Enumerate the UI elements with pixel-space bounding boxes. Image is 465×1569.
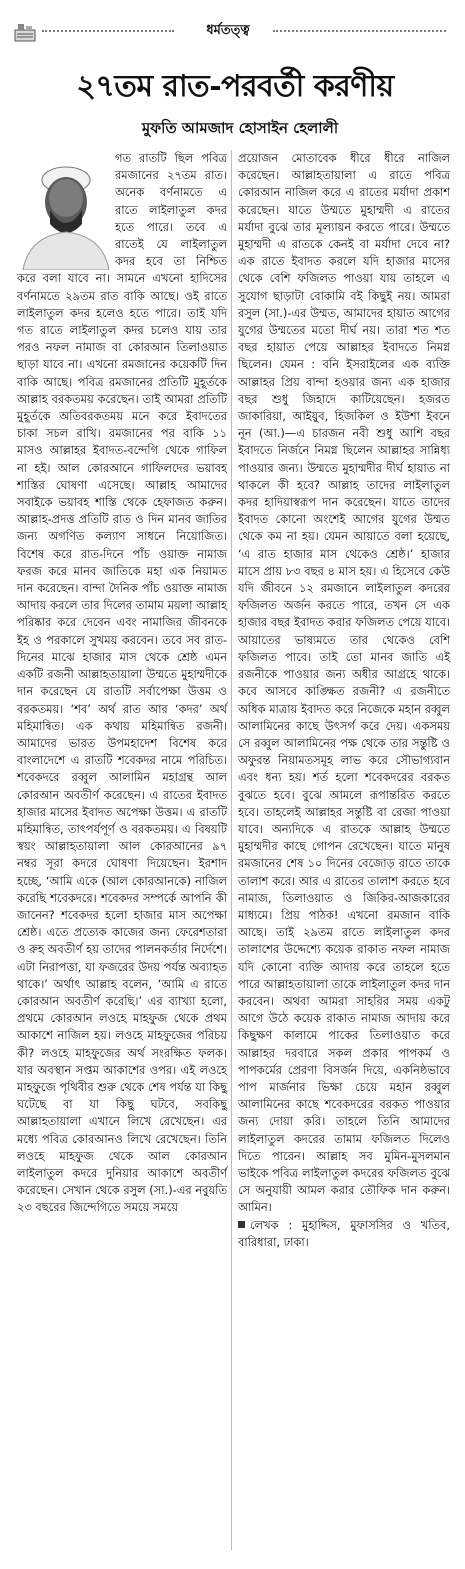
article-body-right: প্রয়োজন মোতাবেক ধীরে ধীরে নাজিল করেছেন। আল্লাহতায়ালা এ রাতে পবিত্র কোরআন নাজিল করে এ রাতের মর্যাদা প্রকাশ করেছেন। যাতে উম্মতে মুহাম্মদী এ রাতের মর্যাদা বুঝে তার মূল্যায়ন করতে পারে। উম্মতে মুহাম্মদী এ রাতকে কেনই বা মর্যাদা দেবে না? এক রাতে ইবাদত করলে যদি হাজার মাসের থেকে বেশি ফজিলত পাওয়া যায় তাহলে এ সুযোগ ছাড়াটা বোকামি বই কিছুই নয়। আমরা রসুল (সা.)-এর উম্মত, আমাদের হায়াত আগের যুগের উম্মতের মতো দীর্ঘ নয়। তারা শত শত বছর হায়াত পেয়ে আল্লাহর ইবাদতে নিমগ্ন ছিলেন। যেমন : বনি ইসরাইলের এক ব্যক্তি আল্লাহর প্রিয় বান্দা হওয়ার জন্য এক হাজার বছর শুধু জিহাদে কাটিয়েছেন। হজরত জাকারিয়া, আইয়ুব, হিজকিল ও ইউশা ইবনে নূন (আ.)—এ চারজন নবী শুধু আশি বছর ইবাদতে নির্জনে নিমগ্ন ছিলেন আল্লাহর সান্নিধ্য পাওয়ার জন্য। উম্মতে মুহাম্মদীর দীর্ঘ হায়াত না থাকলে কী হবে? আল্লাহ তাদের লাইলাতুল কদর হাদিয়াস্বরূপ দান করেছেন। যাতে তাদের ইবাদত কোনো অংশেই আগের যুগের উম্মত থেকে কম না হয়। যেমন আয়াতে বলা হয়েছে, ‘এ রাত হাজার মাস থেকেও শ্রেষ্ঠ।’ হাজার মাসে প্রায় ৮৩ বছর ৪ মাস হয়। এ হিসেবে কেউ যদি জীবনে ১২ রমজানে লাইলাতুল কদরের ফজিলত অর্জন করতে পারে, তখন সে এক হাজার বছর ইবাদত করার ফজিলত পেয়ে যাবে। আয়াতের ভাষ্যমতে তার থেকেও বেশি ফজিলত পাবে। তাই তো মানব জাতি এই রজনীকে পাওয়ার জন্য অধীর আগ্রহে থাকে। কবে আসবে কাঙ্ক্ষিত রজনী? এ রজনীতে অধিক মাত্রায় ইবাদত করে নিজেকে মহান রব্বুল আলামিনের কাছে উৎসর্গ করে দেয়। একসময় সে রব্বুল আলামিনের পক্ষ থেকে তার সন্তুষ্টি ও অফুরন্ত নিয়ামতসমূহ লাভ করে সৌভাগ্যবান এবং ধন্য হয়। শর্ত হলো শবেকদরের বরকত বুঝতে হবে। বুঝে আমলে রূপান্তরিত করতে হবে। তাহলেই আল্লাহর সন্তুষ্টি বা রেজা পাওয়া যাবে। অন্যদিকে এ রাতকে আল্লাহ উম্মতে মুহাম্মদীর কাছে গোপন রেখেছেন। যাতে মানুষ রমজানের শেষ ১০ দিনের বেজোড় রাতে তাকে তালাশ করে। আর এ রাতের তালাশ করতে হবে নামাজ, তিলাওয়াত ও জিকির-আজকারের মাধ্যমে। প্রিয় পাঠক! এখনো রমজান বাকি আছে। তাই ২৯তম রাতে লাইলাতুল কদর তালাশের উদ্দেশ্যে কয়েক রাকাত নফল নামাজ যদি কোনো ব্যক্তি আদায় করে তাহলে হতে পারে আল্লাহতায়ালা তাকে লাইলাতুল কদর দান করবেন। অথবা আমরা সাহরির সময় একটু আগে উঠে কয়েক রাকাত নামাজ আদায় করে কিছুক্ষণ কালামে পাকের তিলাওয়াত করে আল্লাহর দরবারে সকল প্রকার পাপকর্ম ও পাপকর্মের প্রেরণা বিসর্জন দিয়ে, একনিষ্ঠভাবে পাপ মার্জনার ভিক্ষা চেয়ে মহান রব্বুল আলামিনের কাছে শবেকদরের বরকত পাওয়ার জন্য দোয়া করি। তাহলে তিনি আমাদের লাইলাতুল কদরের তামাম ফজিলত দিলেও দিতে পারেন। আল্লাহ সব মুমিন-মুসলমান ভাইকে পবিত্র লাইলাতুল কদরের ফজিলত বুঝে সে অনুযায়ী আমল করার তৌফিক দান করুন। আমিন। (238, 151, 450, 1215)
square-bullet-icon (238, 1221, 245, 1228)
newspaper-logo-icon (14, 20, 36, 42)
section-label: ধর্মতত্ত্ব (206, 23, 250, 38)
article-body-left: গত রাতটি ছিল পবিত্র রমজানের ২৭তম রাত। অনেক বর্ণনামতে এ রাতে লাইলাতুল কদর হতে পারে। তবে এ রাতেই যে লাইলাতুল কদর হবে তা নিশ্চিত করে বলা যাবে না। সামনে এখনো হাদিসের বর্ণনামতে ২৯তম রাত বাকি আছে। ওই রাতে লাইলাতুল কদর হলেও হতে পারে। তাই যদি গত রাতে লাইলাতুল কদর চলেও যায় তার পরও নফল নামাজ বা কোরআন তিলাওয়াত ছাড়া যাবে না। এখনো রমজানের কয়েকটি দিন বাকি আছে। পবিত্র রমজানের প্রতিটি মুহূর্তকে আল্লাহ বরকতময় করেছেন। তাই আমরা প্রতিটি মুহূর্তকে অতিবরকতময় মনে করে ইবাদতের চাকা সচল রাখি। রমজানের পর বাকি ১১ মাসও আল্লাহর ইবাদত-বন্দেগি থেকে গাফিল না হই। আল কোরআনে গাফিলদের ভয়াবহ শাস্তির ঘোষণা এসেছে। আল্লাহ আমাদের সবাইকে ভয়াবহ শাস্তি থেকে হেফাজত করুন। আল্লাহ-প্রদত্ত প্রতিটি রাত ও দিন মানব জাতির জন্য অগণিত কল্যাণ সাধনে নিয়োজিত। বিশেষ করে রাত-দিনে পাঁচ ওয়াক্ত নামাজ ফরজ করে মানব জাতিকে মহা এক নিয়ামত দান করেছেন। বান্দা দৈনিক পাঁচ ওয়াক্ত নামাজ আদায় করলে তার দিলের তামাম ময়লা আল্লাহ পরিষ্কার করে দেবেন এবং নামাজির জীবনকে ইহ ও পরকালে সুখময় করবেন। তবে সব রাত-দিনের মাঝে হাজার মাস থেকে শ্রেষ্ঠ এমন একটি রজনী আল্লাহতায়ালা উম্মতে মুহাম্মদীকে দান করেছেন যে রাতটি সর্বাপেক্ষা উত্তম ও বরকতময়। ‘শব’ অর্থ রাত আর ‘কদর’ অর্থ মহিমান্বিত। এক কথায় মহিমান্বিত রজনী। আমাদের ভারত উপমহাদেশ বিশেষ করে বাংলাদেশে এ রাতটি শবেকদর নামে পরিচিত। শবেকদরে রব্বুল আলামিন মহাগ্রন্থ আল কোরআন অবতীর্ণ করেছেন। এ রাতের ইবাদত হাজার মাসের ইবাদত অপেক্ষা উত্তম। এ রাতটি মহিমান্বিত, তাৎপর্যপূর্ণ ও বরকতময়। এ বিষয়টি স্বয়ং আল্লাহতায়ালা আল কোরআনের ৯৭ নম্বর সূরা কদরে ঘোষণা দিয়েছেন। ইরশাদ হচ্ছে, ‘আমি একে (আল কোরআনকে) নাজিল করেছি শবেকদরে। শবেকদর সম্পর্কে আপনি কী জানেন? শবেকদর হলো হাজার মাস অপেক্ষা শ্রেষ্ঠ। এতে প্রত্যেক কাজের জন্য ফেরেশতারা ও রুহ অবতীর্ণ হয় তাদের পালনকর্তার নির্দেশে। এটা নিরাপত্তা, যা ফজরের উদয় পর্যন্ত অব্যাহত থাকে।’ অর্থাৎ আল্লাহ বলেন, ‘আমি এ রাতে কোরআন অবতীর্ণ করেছি।’ এর ব্যাখ্যা হলো, প্রথমে কোরআন লওহে মাহফুজ থেকে প্রথম আকাশে নাজিল হয়। লওহে মাহফুজের পরিচয় কী? লওহে মাহফুজের অর্থ সংরক্ষিত ফলক। যার অবস্থান সপ্তম আকাশের ওপর। এই লওহে মাহফুজে পৃথিবীর শুরু থেকে শেষ পর্যন্ত যা কিছু ঘটেছে বা যা কিছু ঘটবে, সবকিছু আল্লাহতায়ালা এখানে লিখে রেখেছেন। এর মধ্যে পবিত্র কোরআনও লিখে রেখেছেন। তিনি লওহে মাহফুজ থেকে আল কোরআন লাইলাতুল কদরে দুনিয়ার আকাশে অবতীর্ণ করেছেন। সেখান থেকে রসুল (সা.)-এর নবুয়তি ২৩ বছরের জিন্দেগিতে সময়ে সময়ে (17, 151, 227, 1215)
author-note-text: লেখক : মুহাদ্দিস, মুফাসসির ও খতিব, বারিধারা, ঢাকা। (238, 1217, 450, 1249)
article-column-left (17, 150, 227, 1217)
section-rule-right (273, 30, 446, 32)
article-headline: ২৭তম রাত-পরবর্তী করণীয় (76, 69, 394, 104)
article-column-right (238, 150, 450, 1251)
section-rule-left (42, 30, 174, 32)
section-header (38, 23, 448, 39)
author-portrait (17, 150, 115, 270)
article-byline: মুফতি আমজাদ হোসাইন হেলালী (141, 119, 339, 137)
author-note (238, 1217, 450, 1251)
column-divider (231, 150, 232, 1550)
